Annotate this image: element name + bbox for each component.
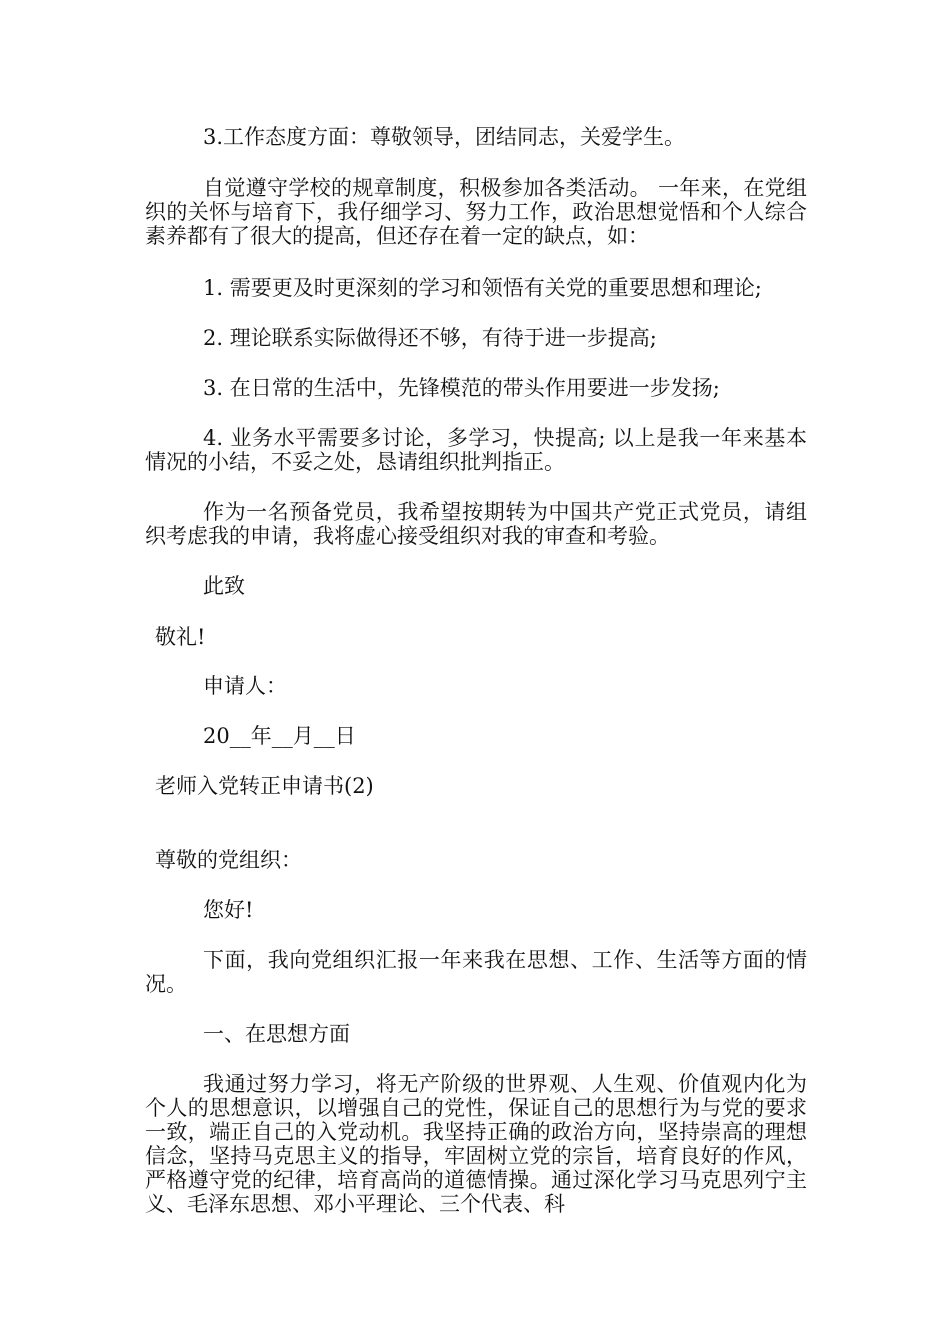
heading-thought: 一、在思想方面 <box>203 1022 350 1046</box>
section-title: 老师入党转正申请书(2) <box>155 774 374 798</box>
greeting: 您好! <box>203 898 254 922</box>
list-item-3: 3. 在日常的生活中，先锋模范的带头作用要进一步发扬; <box>203 376 720 400</box>
list-item-4: 4. 业务水平需要多讨论，多学习，快提高; 以上是我一年来基本情况的小结，不妥之处，恳请组织批判指正。 <box>145 426 807 474</box>
date-line: 20__年__月__日 <box>203 724 356 748</box>
paragraph-thought-body: 我通过努力学习，将无产阶级的世界观、人生观、价值观内化为个人的思想意识，以增强自己的党性，保证自己的思想行为与党的要求一致，端正自己的入党动机。我坚持正确的政治方向，坚持崇高的理想信念，坚持马克思主义的指导，牢固树立党的宗旨，培育良好的作风，严格遵守党的纪律，培育高尚的道德情操。通过深化学习马克思列宁主义、毛泽东思想、邓小平理论、三个代表、科 <box>145 1072 807 1216</box>
closing-jingli: 敬礼! <box>155 625 206 649</box>
paragraph-request: 作为一名预备党员，我希望按期转为中国共产党正式党员，请组织考虑我的申请，我将虚心接受组织对我的审查和考验。 <box>145 500 807 548</box>
paragraph-self-discipline: 自觉遵守学校的规章制度，积极参加各类活动。 一年来，在党组织的关怀与培育下，我仔细学习、努力工作，政治思想觉悟和个人综合素养都有了很大的提高，但还存在着一定的缺点，如： <box>145 176 807 248</box>
salutation: 尊敬的党组织： <box>155 848 302 872</box>
closing-cizhi: 此致 <box>203 574 245 598</box>
paragraph-work-attitude: 3.工作态度方面：尊敬领导，团结同志，关爱学生。 <box>203 125 686 149</box>
paragraph-report-intro: 下面，我向党组织汇报一年来我在思想、工作、生活等方面的情况。 <box>145 948 807 996</box>
list-item-1: 1. 需要更及时更深刻的学习和领悟有关党的重要思想和理论; <box>203 276 762 300</box>
list-item-2: 2. 理论联系实际做得还不够，有待于进一步提高; <box>203 326 657 350</box>
applicant-label: 申请人： <box>203 674 287 698</box>
